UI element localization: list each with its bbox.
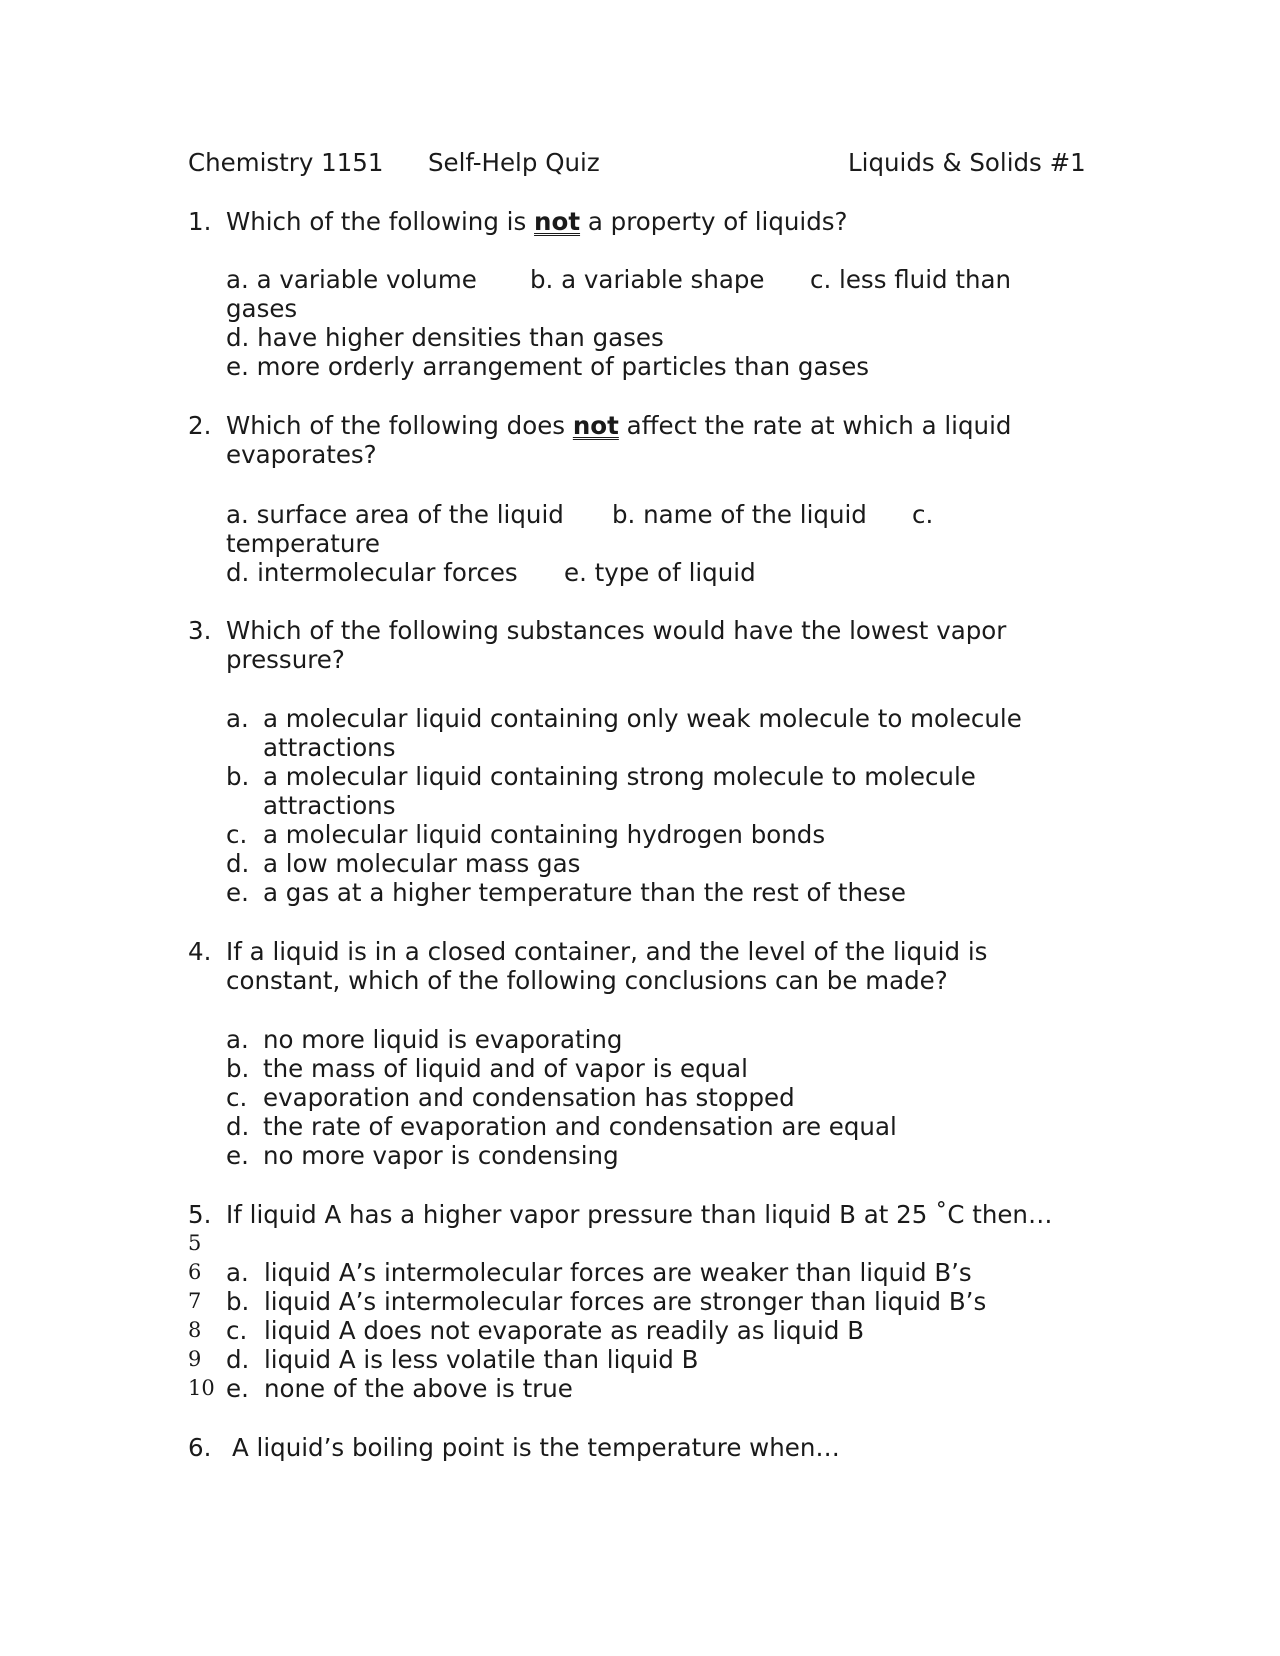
- q4-option-a-letter: a.: [226, 1025, 249, 1054]
- q3-option-b-letter: b.: [226, 762, 250, 791]
- q4-option-e-text: no more vapor is condensing: [263, 1141, 619, 1170]
- q5-option-a-text: liquid A’s intermolecular forces are weaker than liquid B’s: [264, 1258, 972, 1287]
- q5-option-e-text: none of the above is true: [264, 1374, 573, 1403]
- line-number: 10: [188, 1376, 215, 1400]
- q1-stem-post: a property of liquids?: [580, 207, 848, 236]
- q2-option-a: a. surface area of the liquid: [226, 500, 564, 529]
- line-number: 5: [188, 1231, 202, 1255]
- q1-option-b: b. a variable shape: [530, 265, 765, 294]
- q1-stem-emphasis: not: [534, 207, 581, 236]
- q4-option-b-text: the mass of liquid and of vapor is equal: [263, 1054, 748, 1083]
- q3-stem: Which of the following substances would have the lowest vapor: [226, 616, 1007, 645]
- q3-option-d-letter: d.: [226, 849, 250, 878]
- q3-option-b-text: a molecular liquid containing strong molecule to molecule: [263, 762, 976, 791]
- q4-option-c-letter: c.: [226, 1083, 248, 1112]
- q3-option-c-letter: c.: [226, 820, 248, 849]
- q4-option-e-letter: e.: [226, 1141, 249, 1170]
- q1-option-c: c. less fluid than: [810, 265, 1012, 294]
- q5-option-b-letter: b.: [226, 1287, 250, 1316]
- q3-number: 3.: [188, 616, 212, 645]
- q4-option-c-text: evaporation and condensation has stopped: [263, 1083, 795, 1112]
- q4-stem: If a liquid is in a closed container, and the level of the liquid is: [226, 937, 988, 966]
- q6-number: 6.: [188, 1433, 212, 1462]
- q5-option-a-letter: a.: [226, 1258, 249, 1287]
- q3-option-a-letter: a.: [226, 704, 249, 733]
- q1-option-d: d. have higher densities than gases: [226, 323, 664, 352]
- q2-option-e: e. type of liquid: [564, 558, 756, 587]
- q3-option-c-text: a molecular liquid containing hydrogen bonds: [263, 820, 826, 849]
- q2-option-c: c.: [912, 500, 934, 529]
- q5-option-c-text: liquid A does not evaporate as readily as liquid B: [264, 1316, 864, 1345]
- q5-option-d-text: liquid A is less volatile than liquid B: [264, 1345, 699, 1374]
- q1-option-e: e. more orderly arrangement of particles than gases: [226, 352, 870, 381]
- q2-stem-post: affect the rate at which a liquid: [618, 411, 1012, 440]
- q3-option-e-letter: e.: [226, 878, 249, 907]
- line-number: 9: [188, 1347, 202, 1371]
- q4-option-d-letter: d.: [226, 1112, 250, 1141]
- topic-title: Liquids & Solids #1: [848, 148, 1086, 177]
- q1-number: 1.: [188, 207, 212, 236]
- q1-stem-pre: Which of the following is: [226, 207, 535, 236]
- q5-option-e-letter: e.: [226, 1374, 249, 1403]
- q2-stem: [226, 411, 1011, 440]
- q2-number: 2.: [188, 411, 212, 440]
- q5-option-c-letter: c.: [226, 1316, 248, 1345]
- q4-option-a-text: no more liquid is evaporating: [263, 1025, 623, 1054]
- line-number: 6: [188, 1260, 202, 1284]
- q2-stem-continued: evaporates?: [226, 440, 377, 469]
- q3-option-d-text: a low molecular mass gas: [263, 849, 581, 878]
- q3-option-e-text: a gas at a higher temperature than the rest of these: [263, 878, 906, 907]
- q6-stem: A liquid’s boiling point is the temperature when…: [232, 1433, 840, 1462]
- quiz-title: Self-Help Quiz: [428, 148, 600, 177]
- q5-stem: If liquid A has a higher vapor pressure than liquid B at 25 ˚C then…: [226, 1200, 1053, 1229]
- q5-number: 5.: [188, 1200, 212, 1229]
- q5-option-b-text: liquid A’s intermolecular forces are stronger than liquid B’s: [264, 1287, 987, 1316]
- line-number: 7: [188, 1289, 202, 1313]
- q1-stem: [226, 207, 848, 236]
- line-number: 8: [188, 1318, 202, 1342]
- q2-option-d: d. intermolecular forces: [226, 558, 518, 587]
- q4-number: 4.: [188, 937, 212, 966]
- q3-option-a-text-continued: attractions: [263, 733, 396, 762]
- q2-option-c-continued: temperature: [226, 529, 380, 558]
- course-title: Chemistry 1151: [188, 148, 384, 177]
- q1-option-c-continued: gases: [226, 294, 298, 323]
- q3-option-a-text: a molecular liquid containing only weak molecule to molecule: [263, 704, 1022, 733]
- q4-option-d-text: the rate of evaporation and condensation are equal: [263, 1112, 897, 1141]
- q4-stem-continued: constant, which of the following conclusions can be made?: [226, 966, 948, 995]
- q2-stem-emphasis: not: [572, 411, 619, 440]
- q3-option-b-text-continued: attractions: [263, 791, 396, 820]
- q3-stem-continued: pressure?: [226, 645, 345, 674]
- q1-option-a: a. a variable volume: [226, 265, 477, 294]
- q2-stem-pre: Which of the following does: [226, 411, 573, 440]
- q5-option-d-letter: d.: [226, 1345, 250, 1374]
- q4-option-b-letter: b.: [226, 1054, 250, 1083]
- q2-option-b: b. name of the liquid: [612, 500, 867, 529]
